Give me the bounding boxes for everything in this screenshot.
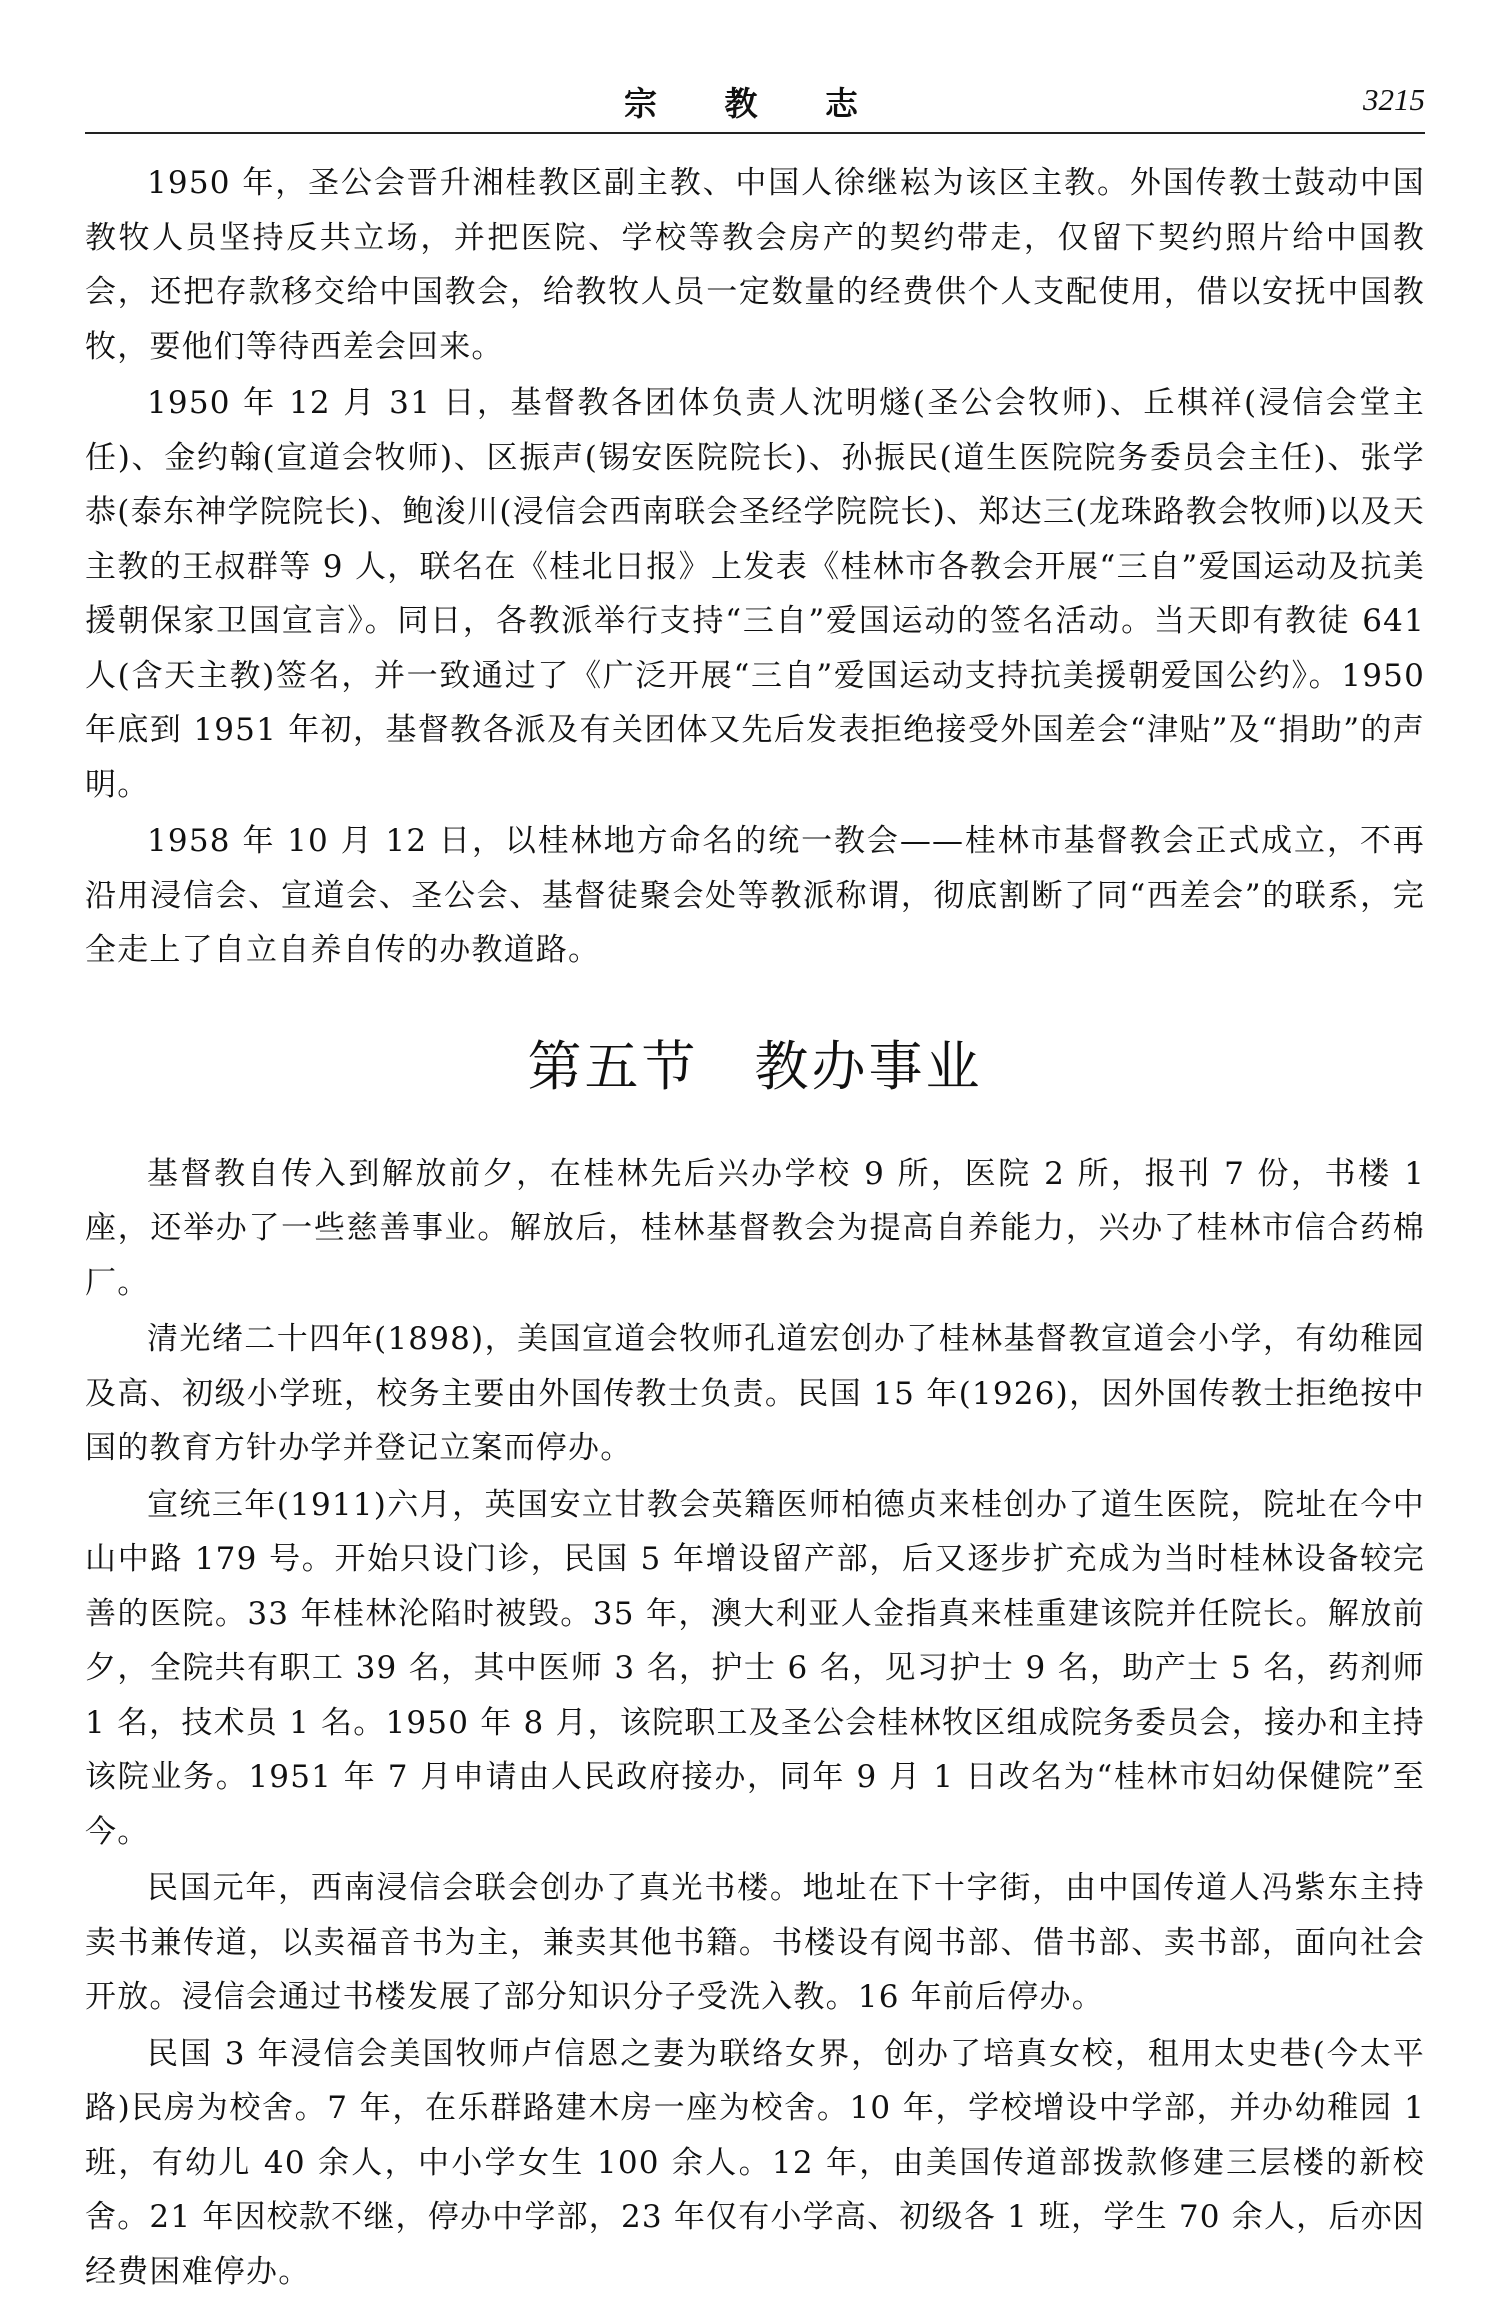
page-number: 3215 xyxy=(1363,82,1425,117)
header-title: 宗 教 志 xyxy=(624,84,886,123)
paragraph: 民国元年，西南浸信会联会创办了真光书楼。地址在下十字街，由中国传道人冯紫东主持卖书兼传道，以卖福音书为主，兼卖其他书籍。书楼设有阅书部、借书部、卖书部，面向社会开放。浸信会通过书楼发展了部分知识分子受洗入教。16 年前后停办。 xyxy=(85,1870,1425,2015)
section-number: 第五节 xyxy=(527,1034,699,1098)
paragraph: 宣统三年(1911)六月，英国安立甘教会英籍医师柏德贞来桂创办了道生医院，院址在今中山中路 179 号。开始只设门诊，民国 5 年增设留产部，后又逐步扩充成为当时桂林设备较完善的医院。33 年桂林沦陷时被毁。35 年，澳大利亚人金指真来桂重建该院并任院长。解放前夕，全院共有职工 39 名，其中医师 3 名，护士 6 名，见习护士 9 名，助产士 5 名，药剂师 1 名，技术员 1 名。1950 年 8 月，该院职工及圣公会桂林牧区组成院务委员会，接办和主持该院业务。1951 年 7 月申请由人民政府接办，同年 9 月 1 日改名为“桂林市妇幼保健院”至今。 xyxy=(85,1486,1426,1850)
paragraph: 清光绪二十四年(1898)，美国宣道会牧师孔道宏创办了桂林基督教宣道会小学，有幼稚园及高、初级小学班，校务主要由外国传教士负责。民国 15 年(1926)，因外国传教士拒绝按中国的教育方针办学并登记立案而停办。 xyxy=(85,1321,1425,1466)
book-page xyxy=(85,70,1425,2301)
paragraph: 1958 年 10 月 12 日，以桂林地方命名的统一教会——桂林市基督教会正式成立，不再沿用浸信会、宣道会、圣公会、基督徒聚会处等教派称谓，彻底割断了同“西差会”的联系，完全走上了自立自养自传的办教道路。 xyxy=(85,823,1425,968)
section-title: 教办事业 xyxy=(754,1034,983,1098)
paragraph: 民国 3 年浸信会美国牧师卢信恩之妻为联络女界，创办了培真女校，租用太史巷(今太平路)民房为校舍。7 年，在乐群路建木房一座为校舍。10 年，学校增设中学部，并办幼稚园 1 班，有幼儿 40 余人，中小学女生 100 余人。12 年，由美国传道部拨款修建三层楼的新校舍。21 年因校款不继，停办中学部，23 年仅有小学高、初级各 1 班，学生 70 余人，后亦因经费困难停办。 xyxy=(85,2035,1425,2290)
running-header xyxy=(85,70,1425,134)
paragraph: 1950 年 12 月 31 日，基督教各团体负责人沈明燧(圣公会牧师)、丘棋祥(浸信会堂主任)、金约翰(宣道会牧师)、区振声(锡安医院院长)、孙振民(道生医院院务委员会主任)、张学恭(泰东神学院院长)、鲍浚川(浸信会西南联会圣经学院院长)、郑达三(龙珠路教会牧师)以及天主教的王叔群等 9 人，联名在《桂北日报》上发表《桂林市各教会开展“三自”爱国运动及抗美援朝保家卫国宣言》。同日，各教派举行支持“三自”爱国运动的签名活动。当天即有教徒 641 人(含天主教)签名，并一致通过了《广泛开展“三自”爱国运动支持抗美援朝爱国公约》。1950 年底到 1951 年初，基督教各派及有关团体又先后发表拒绝接受外国差会“津贴”及“捐助”的声明。 xyxy=(85,385,1425,803)
paragraph: 基督教自传入到解放前夕，在桂林先后兴办学校 9 所，医院 2 所，报刊 7 份，书楼 1 座，还举办了一些慈善事业。解放后，桂林基督教会为提高自养能力，兴办了桂林市信合药棉厂。 xyxy=(85,1155,1425,1301)
section-heading xyxy=(85,1024,1425,1101)
paragraph: 1950 年，圣公会晋升湘桂教区副主教、中国人徐继崧为该区主教。外国传教士鼓动中国教牧人员坚持反共立场，并把医院、学校等教会房产的契约带走，仅留下契约照片给中国教会，还把存款移交给中国教会，给教牧人员一定数量的经费供个人支配使用，借以安抚中国教牧，要他们等待西差会回来。 xyxy=(85,165,1425,365)
body-text xyxy=(85,156,1425,2299)
